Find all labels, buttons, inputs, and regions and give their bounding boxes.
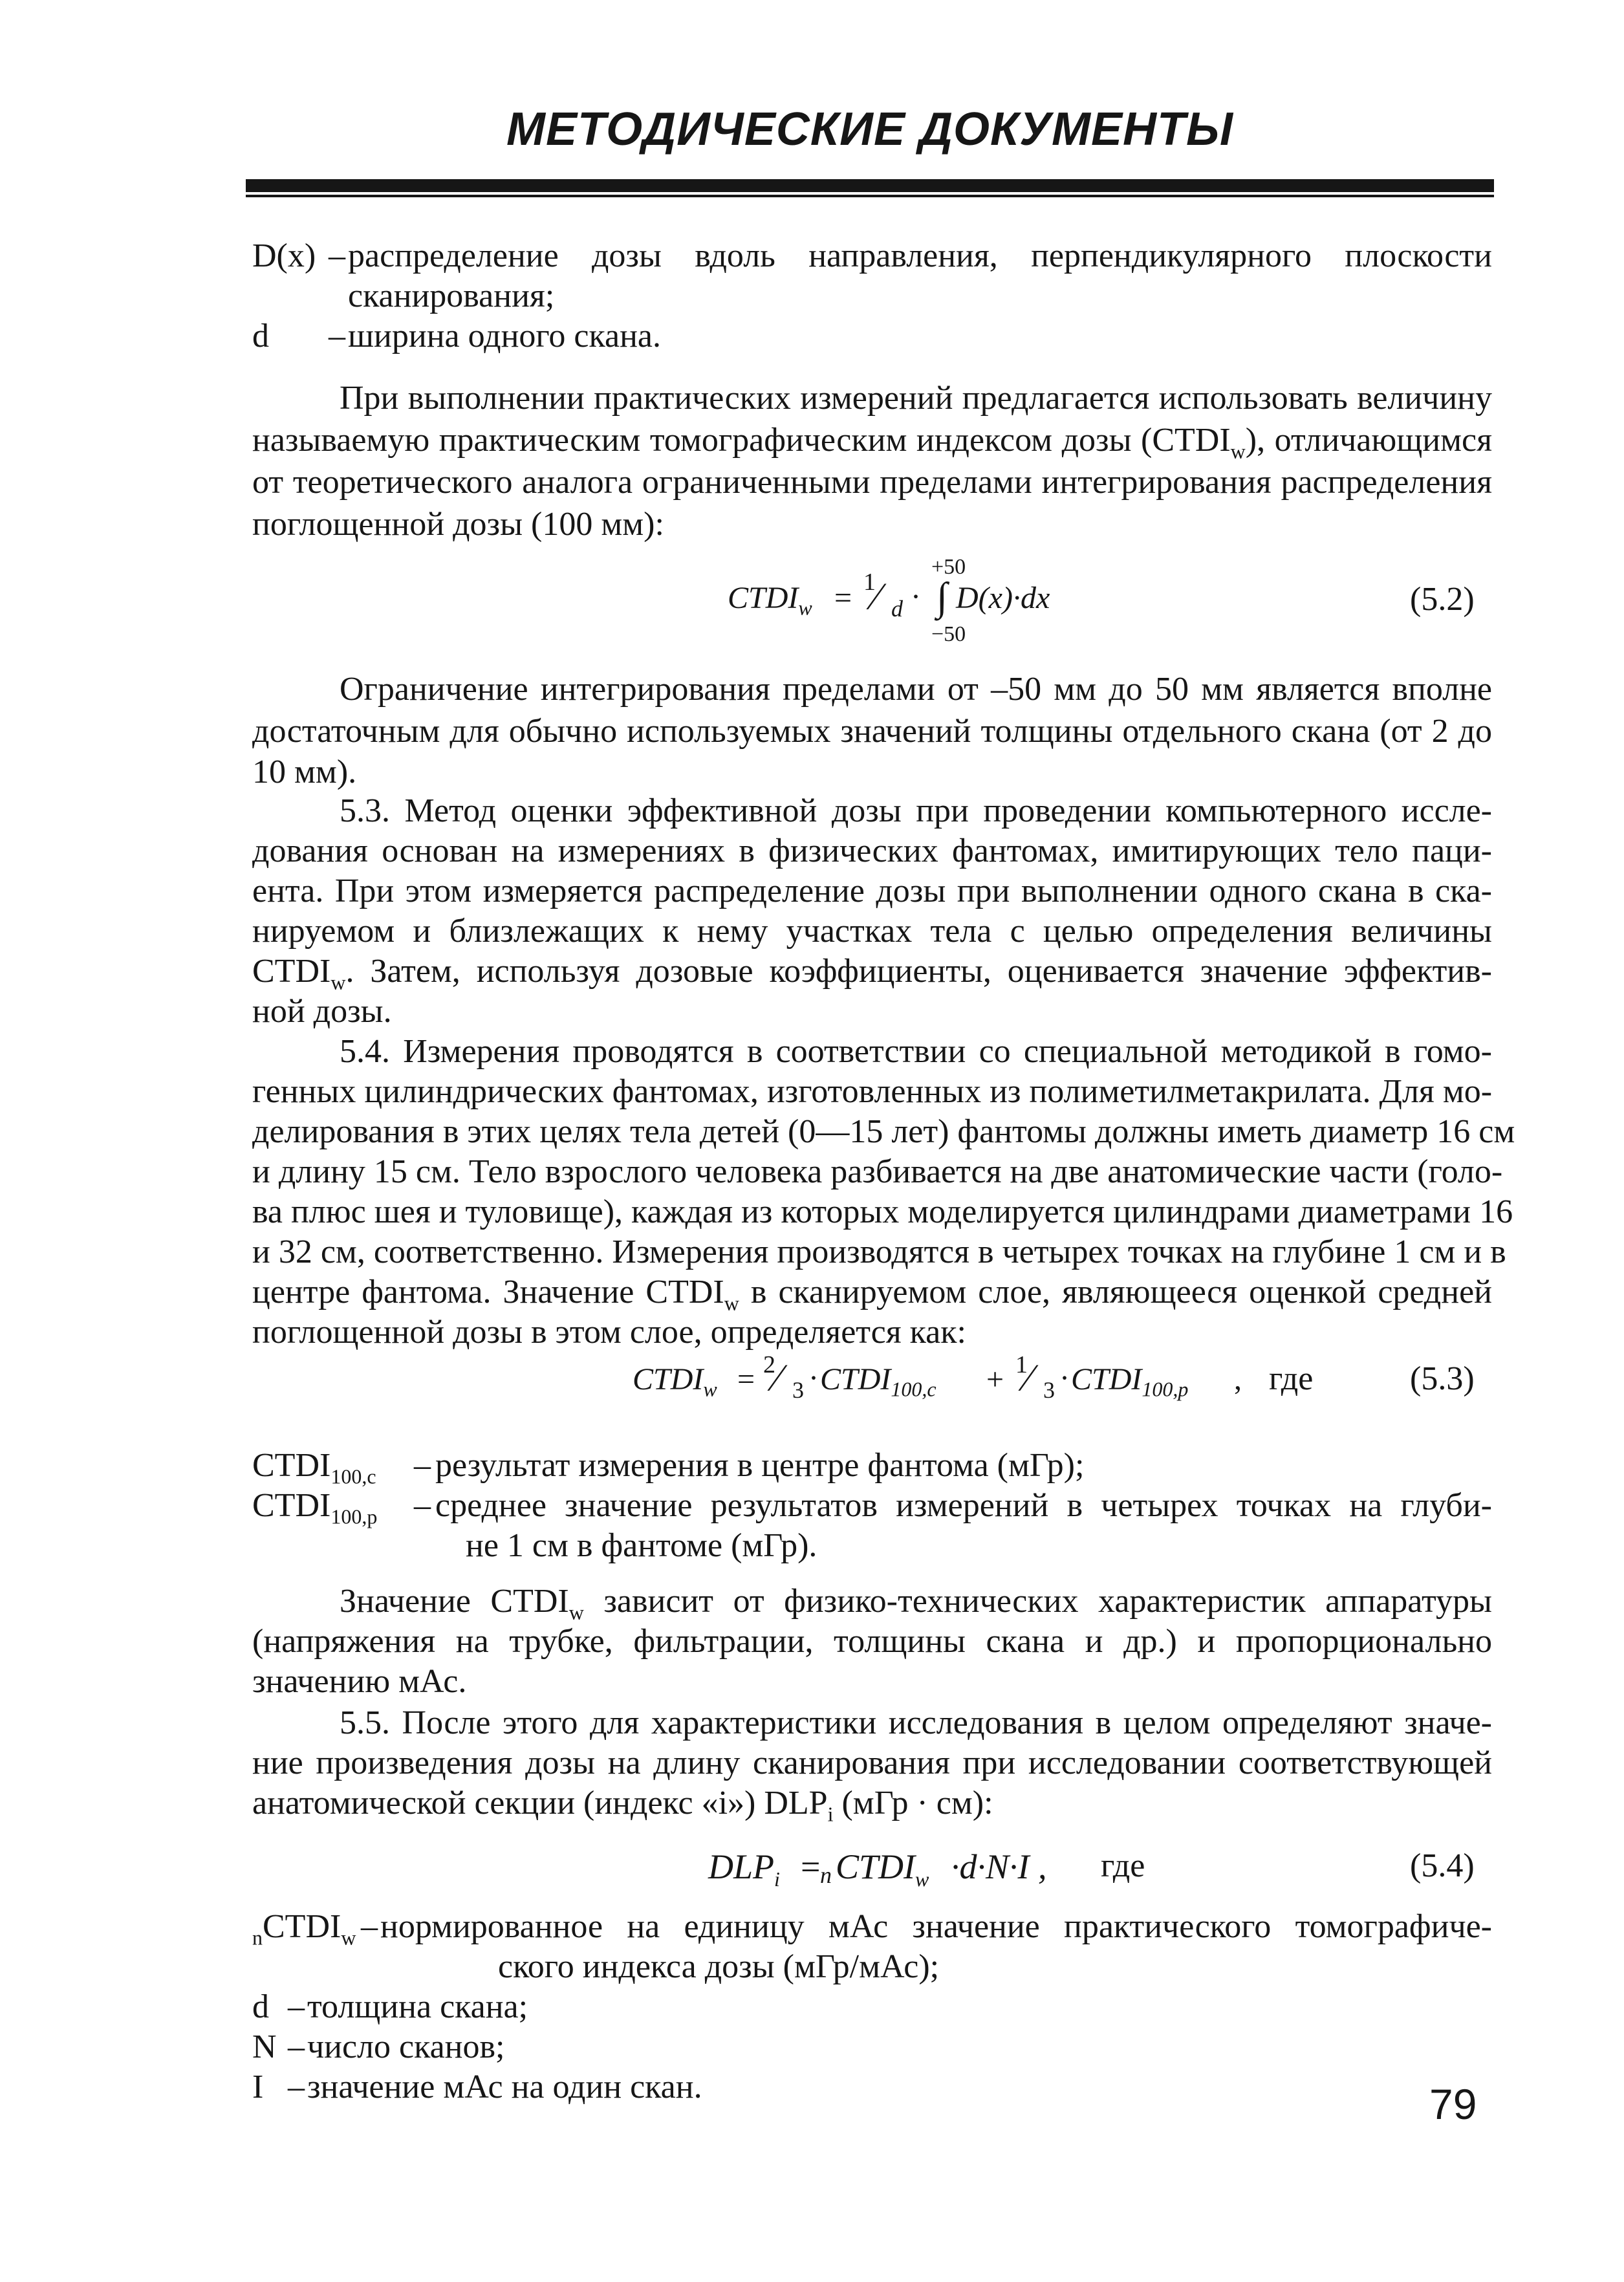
- paragraph-line: [252, 1783, 993, 1826]
- formula-lhs: [708, 1847, 780, 1891]
- def-text: число сканов;: [307, 2028, 505, 2065]
- formula-subscript-n: n: [820, 1862, 832, 1888]
- formula-eq: =: [834, 581, 852, 615]
- formula-denominator: d: [891, 596, 903, 622]
- paragraph-line: [252, 1272, 1492, 1315]
- subscript: w: [703, 1377, 717, 1401]
- formula-eq: =: [737, 1362, 755, 1396]
- paragraph-line: [340, 1581, 1492, 1622]
- subscript: w: [568, 1600, 584, 1624]
- paragraph-line: 5.3. Метод оценки эффективной дозы при проведении компьютерного иссле-: [340, 792, 1492, 829]
- formula-comma: ,: [1234, 1362, 1242, 1396]
- def-term-d: d: [252, 1988, 269, 2025]
- def-dash: –: [414, 1447, 431, 1484]
- paragraph-line: нируемом и близлежащих к нему участках тела с целью определения величины: [252, 913, 1492, 950]
- paragraph-line: 5.4. Измерения проводятся в соответствии со специальной методикой в гомо-: [340, 1033, 1492, 1070]
- def-term-d: d: [252, 318, 269, 354]
- def-text-line1: нормированное на единицу мАс значение практического томографиче-: [380, 1908, 1492, 1945]
- subscript: i: [827, 1802, 834, 1826]
- def-text: толщина скана;: [307, 1988, 528, 2025]
- def-term-I: I: [252, 2069, 264, 2105]
- integral-sign: ∫: [937, 575, 947, 619]
- subscript: w: [724, 1291, 739, 1315]
- formula-rest: ·d·N·I ,: [951, 1847, 1047, 1886]
- text-span: (мГр · см):: [833, 1785, 993, 1821]
- paragraph-line: поглощенной дозы в этом слое, определяется как:: [252, 1314, 966, 1351]
- paragraph-line: от теоретического аналога ограниченными пределами интегрирования распределения: [252, 464, 1492, 501]
- formula-numerator: 2: [763, 1351, 775, 1378]
- text-span: называемую практическим томографическим индексом дозы (CTDI: [252, 422, 1231, 459]
- paragraph-line: При выполнении практических измерений предлагается использовать величину: [340, 380, 1492, 417]
- formula-text: CTDI: [728, 581, 799, 615]
- subscript: 100,c: [891, 1377, 937, 1401]
- formula-where: где: [1269, 1360, 1314, 1397]
- formula-plus: +: [986, 1362, 1004, 1396]
- paragraph-line: и длину 15 см. Тело взрослого человека разбивается на две анатомические части (голо-: [252, 1153, 1503, 1190]
- def-text: значение мАс на один скан.: [307, 2069, 702, 2105]
- formula-text: DLP: [708, 1847, 775, 1886]
- formula-dot: ·: [1059, 1361, 1070, 1395]
- text-span: CTDI: [252, 1447, 331, 1484]
- formula-lhs: [728, 580, 812, 620]
- def-term: [252, 1486, 377, 1526]
- paragraph-line: делирования в этих целях тела детей (0—15 лет) фантомы должны иметь диаметр 16 см: [252, 1113, 1515, 1150]
- def-text-dx-line2: сканирования;: [348, 277, 555, 314]
- text-span: CTDI: [252, 953, 331, 990]
- def-dash: –: [288, 2028, 305, 2065]
- def-dash: –: [329, 237, 345, 274]
- paragraph-line: ной дозы.: [252, 993, 392, 1030]
- text-span: CTDI: [263, 1908, 341, 1945]
- def-text-line2: ского индекса дозы (мГр/мАс);: [498, 1948, 940, 1985]
- paragraph-line: [252, 420, 1492, 461]
- paragraph-line: ние произведения дозы на длину сканирования при исследовании соответствующей: [252, 1744, 1492, 1781]
- formula-text: CTDI: [836, 1847, 916, 1886]
- formula-term: [1071, 1362, 1189, 1401]
- formula-denominator: 3: [792, 1377, 804, 1403]
- paragraph-line: 10 мм).: [252, 754, 357, 790]
- paragraph-line: достаточным для обычно используемых значений толщины отдельного скана (от 2 до: [252, 713, 1492, 750]
- def-term: [252, 1446, 376, 1486]
- subscript: 100,p: [1142, 1377, 1189, 1401]
- formula-where: где: [1101, 1847, 1145, 1884]
- text-span: зависит от физико-технических характеристик аппаратуры: [583, 1583, 1492, 1620]
- subscript: n: [252, 1926, 263, 1950]
- paragraph-line: ента. При этом измеряется распределение дозы при выполнении одного скана в ска-: [252, 873, 1492, 909]
- def-dash: –: [414, 1487, 431, 1524]
- formula-text: CTDI: [820, 1362, 891, 1396]
- def-term: [252, 1907, 356, 1950]
- subscript: w: [341, 1926, 356, 1950]
- text-span: в сканируемом слое, являющееся оценкой средней: [739, 1274, 1492, 1310]
- subscript: w: [1230, 439, 1246, 463]
- subscript: 100,c: [330, 1464, 376, 1488]
- formula-denominator: 3: [1043, 1377, 1055, 1403]
- subscript: w: [330, 970, 346, 994]
- paragraph-line: [252, 951, 1492, 992]
- equation-number: (5.4): [1410, 1847, 1475, 1884]
- text-span: центре фантома. Значение CTDI: [252, 1274, 724, 1310]
- formula-lhs: [633, 1362, 717, 1401]
- running-header: МЕТОДИЧЕСКИЕ ДОКУМЕНТЫ: [506, 103, 1233, 155]
- formula-rhs: [836, 1847, 929, 1891]
- formula-eq: =: [801, 1847, 821, 1886]
- paragraph-line: (напряжения на трубке, фильтрации, толщины скана и др.) и пропорционально: [252, 1623, 1492, 1660]
- formula-dot: ·: [911, 580, 921, 614]
- formula-slash: ⁄: [774, 1356, 781, 1399]
- text-span: CTDI: [252, 1487, 331, 1524]
- paragraph-line: 5.5. После этого для характеристики исследования в целом определяют значе-: [340, 1704, 1492, 1741]
- formula-slash: ⁄: [873, 575, 880, 618]
- subscript: w: [798, 596, 812, 620]
- def-text-line1: среднее значение результатов измерений в четырех точках на глуби-: [435, 1487, 1492, 1524]
- def-term-dx: D(x): [252, 237, 316, 274]
- def-dash: –: [288, 2069, 305, 2105]
- formula-text: CTDI: [1071, 1362, 1142, 1396]
- paragraph-line: ва плюс шея и туловище), каждая из которых моделируется цилиндрами диаметрами 16: [252, 1193, 1513, 1230]
- subscript: 100,p: [330, 1505, 378, 1528]
- text-span: ), отличающимся: [1245, 422, 1492, 459]
- paragraph-line: генных цилиндрических фантомах, изготовленных из полиметилметакрилата. Для мо-: [252, 1073, 1493, 1110]
- subscript: w: [915, 1867, 929, 1891]
- paragraph-line: Ограничение интегрирования пределами от –50 мм до 50 мм является вполне: [340, 671, 1492, 708]
- page-number: 79: [1429, 2080, 1477, 2128]
- def-text: результат измерения в центре фантома (мГр);: [435, 1447, 1085, 1484]
- paragraph-line: поглощенной дозы (100 мм):: [252, 506, 664, 543]
- def-text-dx-line1: распределение дозы вдоль направления, перпендикулярного плоскости: [348, 237, 1492, 274]
- formula-numerator: 1: [1015, 1351, 1028, 1378]
- integral-upper-limit: +50: [931, 555, 966, 579]
- formula-term: [820, 1362, 937, 1401]
- def-text-line2: не 1 см в фантоме (мГр).: [466, 1527, 817, 1564]
- formula-integrand: D(x)·dx: [956, 581, 1050, 615]
- def-dash: –: [288, 1988, 305, 2025]
- formula-text: CTDI: [633, 1362, 704, 1396]
- paragraph-line: и 32 см, соответственно. Измерения производятся в четырех точках на глубине 1 см и в: [252, 1233, 1506, 1270]
- equation-number: (5.3): [1410, 1360, 1475, 1397]
- text-span: . Затем, используя дозовые коэффициенты, оценивается значение эффектив-: [345, 953, 1492, 990]
- paragraph-line: дования основан на измерениях в физических фантомах, имитирующих тело паци-: [252, 832, 1492, 869]
- header-rule-thick: [246, 179, 1494, 192]
- def-text-d: ширина одного скана.: [348, 318, 661, 354]
- def-dash: –: [361, 1908, 378, 1945]
- subscript: i: [774, 1867, 780, 1891]
- text-span: анатомической секции (индекс «i») DLP: [252, 1785, 828, 1821]
- integral-lower-limit: −50: [931, 622, 966, 646]
- def-term-N: N: [252, 2028, 277, 2065]
- equation-number: (5.2): [1410, 581, 1475, 618]
- header-rule-thin: [246, 195, 1494, 197]
- formula-dot: ·: [808, 1361, 819, 1395]
- formula-numerator: 1: [863, 569, 876, 596]
- formula-slash: ⁄: [1025, 1356, 1032, 1399]
- text-span: Значение CTDI: [340, 1583, 569, 1620]
- paragraph-line: значению мАс.: [252, 1663, 467, 1700]
- def-dash: –: [329, 318, 345, 354]
